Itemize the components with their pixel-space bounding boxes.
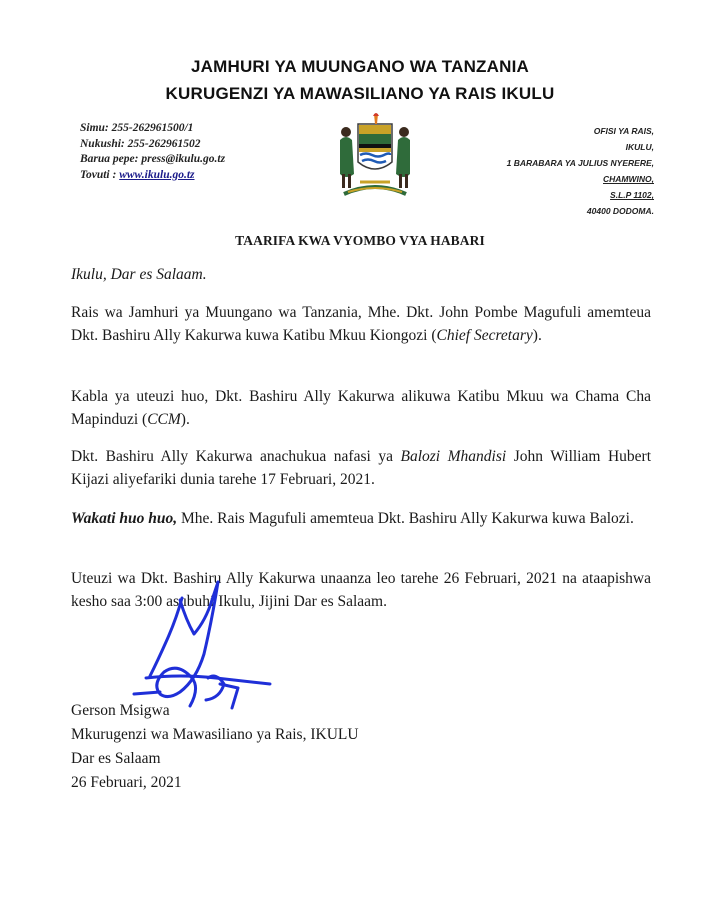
- paragraph-3-text: Dkt. Bashiru Ally Kakurwa anachukua nafasi ya: [71, 448, 401, 465]
- signatory-name: Gerson Msigwa: [71, 702, 170, 719]
- signatory-title: Mkurugenzi wa Mawasiliano ya Rais, IKULU: [71, 726, 359, 743]
- press-release-title: TAARIFA KWA VYOMBO VYA HABARI: [235, 233, 485, 248]
- phone-row: [80, 121, 330, 137]
- paragraph-3: [71, 445, 651, 491]
- web-row: [80, 168, 330, 184]
- web-label: Tovuti :: [80, 168, 117, 181]
- paragraph-1-italic: Chief Secretary: [436, 327, 533, 344]
- signature-date: 26 Februari, 2021: [71, 774, 182, 791]
- paragraph-3-italic: Balozi Mhandisi: [400, 448, 507, 465]
- address-line-4: CHAMWINO,: [603, 174, 654, 184]
- paragraph-2-italic: CCM: [147, 411, 181, 428]
- phone-label: Simu:: [80, 122, 109, 134]
- email-row: [80, 152, 330, 168]
- email-value: press@ikulu.go.tz: [141, 153, 226, 165]
- address-line-2: IKULU,: [625, 142, 654, 152]
- office-address-block: [434, 123, 654, 219]
- contact-block: [80, 121, 330, 183]
- paragraph-2: [71, 385, 651, 431]
- phone-value: 255-262961500/1: [111, 122, 194, 134]
- paragraph-1: [71, 301, 651, 347]
- paragraph-2-text: Kabla ya uteuzi huo, Dkt. Bashiru Ally Kakurwa alikuwa Katibu Mkuu wa Chama Cha Mapinduzi (: [71, 388, 651, 428]
- fax-value: 255-262961502: [127, 137, 201, 150]
- paragraph-4-text: Mhe. Rais Magufuli amemteua Dkt. Bashiru Ally Kakurwa kuwa Balozi.: [177, 510, 634, 527]
- fax-row: [80, 137, 330, 153]
- signature-place: Dar es Salaam: [71, 750, 161, 767]
- signature-block: [71, 699, 359, 795]
- coat-of-arms-emblem: [330, 110, 420, 200]
- address-line-1: OFISI YA RAIS,: [593, 126, 654, 136]
- header-line-2: KURUGENZI YA MAWASILIANO YA RAIS IKULU: [165, 84, 555, 103]
- paragraph-1-text: Rais wa Jamhuri ya Muungano wa Tanzania, Mhe. Dkt. John Pombe Magufuli amemteua Dkt. Bashiru Ally Kakurwa kuwa Katibu Mkuu Kiongozi (: [71, 304, 651, 344]
- header-line-1: JAMHURI YA MUUNGANO WA TANZANIA: [190, 57, 529, 76]
- website-link[interactable]: www.ikulu.go.tz: [119, 168, 195, 181]
- address-line-6: 40400 DODOMA.: [586, 206, 654, 216]
- paragraph-1-end: ).: [532, 327, 542, 344]
- paragraph-2-end: ).: [180, 411, 190, 428]
- dateline: Ikulu, Dar es Salaam.: [71, 266, 207, 283]
- paragraph-4-bold-italic: Wakati huo huo,: [71, 510, 178, 527]
- paragraph-5: Uteuzi wa Dkt. Bashiru Ally Kakurwa unaanza leo tarehe 26 Februari, 2021 na ataapishwa kesho saa 3:00 asubuhi Ikulu, Jijini Dar es Salaam.: [71, 570, 651, 610]
- email-label: Barua pepe:: [80, 153, 139, 165]
- address-line-3: 1 BARABARA YA JULIUS NYERERE,: [506, 158, 654, 168]
- paragraph-4: [71, 507, 651, 530]
- paragraph-3-end: John William Hubert Kijazi aliyefariki dunia tarehe 17 Februari, 2021.: [71, 448, 651, 488]
- fax-label: Nukushi:: [80, 137, 125, 150]
- address-line-5: S.L.P 1102,: [610, 190, 654, 200]
